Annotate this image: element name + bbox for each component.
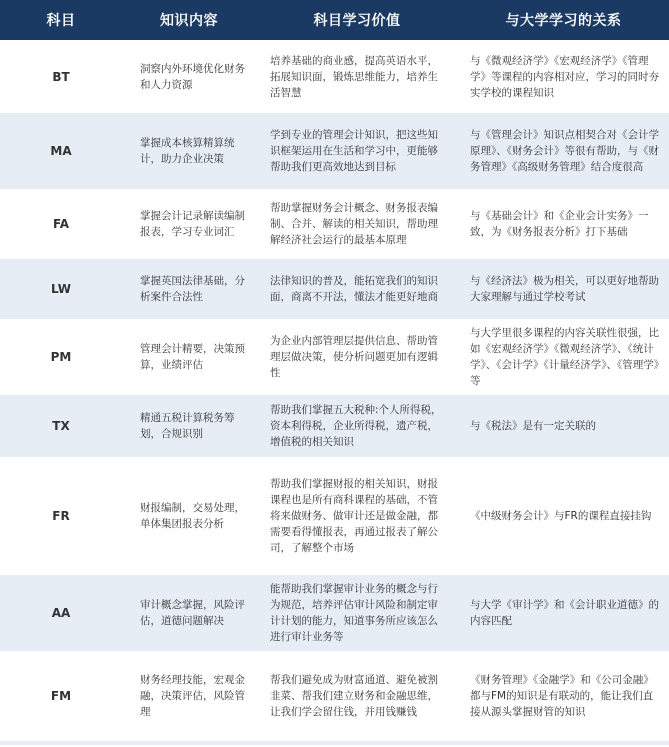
cell-subject: FA: [0, 189, 122, 259]
cell-knowledge: 财务经理技能，宏观金融，决策评估，风险管理: [122, 651, 256, 741]
cell-relation: 与《经济法》极为相关，可以更好地帮助大家理解与通过学校考试: [458, 259, 669, 319]
cell-subject: LW: [0, 259, 122, 319]
cell-value: 为企业内部管理层提供信息、帮助管理层做决策，使分析问题更加有逻辑性: [256, 319, 458, 395]
cell-subject: AA: [0, 575, 122, 651]
cell-relation: 与《税法》是有一定关联的: [458, 395, 669, 457]
table-row: [0, 113, 669, 189]
cell-relation: 《财务管理》《金融学》和《公司金融》都与FM的知识是有联动的，能让我们直接从源头掌握财管的知识: [458, 651, 669, 741]
cell-knowledge: 财报编制，交易处理，单体集团报表分析: [122, 457, 256, 575]
cell-relation: 与《管理会计》知识点相契合对《会计学原理》、《财务会计》等很有帮助，与《财务管理》《高级财务管理》结合度很高: [458, 113, 669, 189]
cell-knowledge: 掌握英国法律基础，分析案件合法性: [122, 259, 256, 319]
cell-value: 学到专业的管理会计知识，把这些知识框架运用在生活和学习中，更能够帮助我们更高效地达到目标: [256, 113, 458, 189]
cell-subject: BT: [0, 40, 122, 113]
cell-relation: 与《基础会计》和《企业会计实务》一致，为《财务报表分析》打下基础: [458, 189, 669, 259]
cell-subject: PM: [0, 319, 122, 395]
cell-knowledge: 掌握会计记录解读编制报表，学习专业词汇: [122, 189, 256, 259]
cell-subject: FR: [0, 457, 122, 575]
cell-relation: 与《微观经济学》《宏观经济学》《管理学》等课程的内容相对应，学习的同时夯实学校的课程知识: [458, 40, 669, 113]
table-row: [0, 259, 669, 319]
header-relation: 与大学学习的关系: [458, 0, 669, 40]
cell-relation: 《中级财务会计》与FR的课程直接挂钩: [458, 457, 669, 575]
table-row: [0, 395, 669, 457]
header-subject: 科目: [0, 0, 122, 40]
table-row: [0, 189, 669, 259]
table-bottom-strip: [0, 741, 669, 745]
cell-subject: MA: [0, 113, 122, 189]
table-header-row: [0, 0, 669, 40]
cell-subject: FM: [0, 651, 122, 741]
cell-value: 帮助掌握财务会计概念、财务报表编制、合并、解读的相关知识，帮助理解经济社会运行的最基本原理: [256, 189, 458, 259]
table-row: [0, 40, 669, 113]
cell-value: 能帮助我们掌握审计业务的概念与行为规范，培养评估审计风险和制定审计计划的能力，知道事务所应该怎么进行审计业务等: [256, 575, 458, 651]
cell-value: 法律知识的普及，能拓宽我们的知识面，商离不开法，懂法才能更好地商: [256, 259, 458, 319]
header-value: 科目学习价值: [256, 0, 458, 40]
cell-value: 帮我们避免成为财富通道、避免被割韭菜、帮我们建立财务和金融思维，让我们学会留住钱，并用钱赚钱: [256, 651, 458, 741]
cell-relation: 与大学《审计学》和《会计职业道德》的内容匹配: [458, 575, 669, 651]
cell-relation: 与大学里很多课程的内容关联性很强，比如《宏观经济学》《微观经济学》、《统计学》、《会计学》《计量经济学》、《管理学》等: [458, 319, 669, 395]
cell-knowledge: 洞察内外环境优化财务和人力资源: [122, 40, 256, 113]
cell-value: 帮助我们掌握五大税种:个人所得税，资本利得税，企业所得税，遗产税，增值税的相关知识: [256, 395, 458, 457]
cell-knowledge: 精通五税计算税务筹划，合规识别: [122, 395, 256, 457]
cell-value: 帮助我们掌握财报的相关知识，财报课程也是所有商科课程的基础，不管将来做财务、做审计还是做金融，都需要看得懂报表，再通过报表了解公司，了解整个市场: [256, 457, 458, 575]
table-row: [0, 651, 669, 741]
header-knowledge: 知识内容: [122, 0, 256, 40]
cell-knowledge: 掌握成本核算精算统计，助力企业决策: [122, 113, 256, 189]
table-row: [0, 575, 669, 651]
cell-value: 培养基础的商业感，提高英语水平，拓展知识面，锻炼思维能力，培养生活智慧: [256, 40, 458, 113]
table-row: [0, 319, 669, 395]
cell-knowledge: 审计概念掌握，风险评估，道德问题解决: [122, 575, 256, 651]
cell-knowledge: 管理会计精要，决策预算，业绩评估: [122, 319, 256, 395]
table-row: [0, 457, 669, 575]
cell-subject: TX: [0, 395, 122, 457]
